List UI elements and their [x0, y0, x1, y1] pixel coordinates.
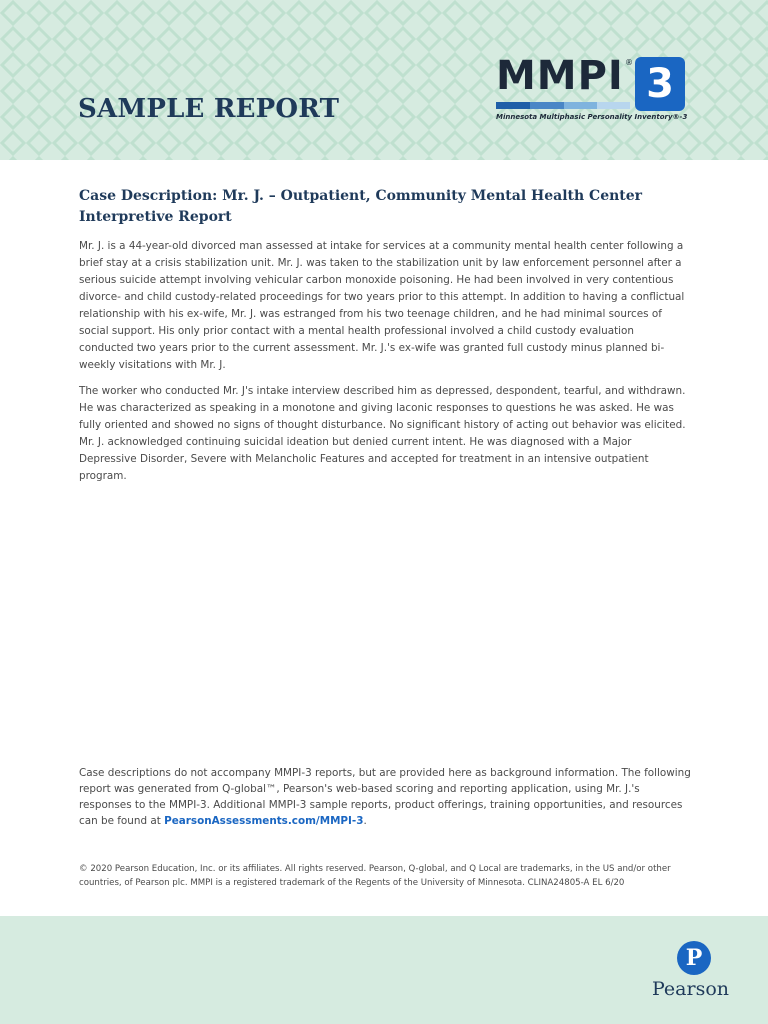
case-paragraph: The worker who conducted Mr. J's intake interview described him as depressed, despondent, tearful, and withdrawn. He was characterized as speaking in a monotone and giving laconic responses to questions he was asked. He was fully oriented and showed no signs of thought disturbance. No significant history of acting out behavior was elicited. Mr. J. acknowledged continuing suicidal ideation but denied current intent. He was diagnosed with a Major Depressive Disorder, Severe with Melancholic Features and accepted for treatment in an intensive outpatient program. [79, 385, 686, 482]
copyright-notice: © 2020 Pearson Education, Inc. or its affiliates. All rights reserved. Pearson, Q-global, and Q Local are trademarks, in the US and/or other countries, of Pearson plc. MMPI is a registered trademark of the Regents of the University of Minnesota. CLINA24805-A EL 6/20 [79, 864, 671, 888]
header-banner [0, 0, 768, 160]
logo-bar [530, 102, 564, 109]
logo-registered-mark: ® [625, 58, 633, 67]
page-title: SAMPLE REPORT [78, 94, 340, 124]
footer-band [0, 916, 768, 1024]
logo-badge: 3 [635, 57, 685, 111]
mmpi-3-logo [496, 55, 690, 127]
pearson-wordmark: Pearson [652, 978, 730, 1000]
case-paragraph: Mr. J. is a 44-year-old divorced man assessed at intake for services at a community mental health center following a brief stay at a crisis stabilization unit. Mr. J. was taken to the stabilization unit by law enforcement personnel after a serious suicide attempt involving vehicular carbon monoxide poisoning. He had been involved in very contentious divorce- and child custody-related proceedings for two years prior to this attempt. In addition to having a conflictual relationship with his ex-wife, Mr. J. was estranged from his two teenage children, and he had minimal sources of social support. His only prior contact with a mental health professional involved a child custody evaluation conducted two years prior to the current assessment. Mr. J.'s ex-wife was granted full custody minus planned bi-weekly visitations with Mr. J. [79, 240, 685, 371]
pearson-assessments-link[interactable]: PearsonAssessments.com/MMPI-3 [164, 815, 364, 827]
background-note-text: Case descriptions do not accompany MMPI-3 reports, but are provided here as background information. The following report was generated from Q-global™, Pearson's web-based scoring and reporting application, using Mr. J.'s responses to the MMPI-3. Additional MMPI-3 sample reports, product offerings, training opportunities, and resources can be found at [79, 767, 691, 827]
logo-wordmark: MMPI [496, 53, 624, 99]
logo-color-bars [496, 102, 630, 109]
case-heading [79, 186, 691, 228]
pearson-logo-icon: P [677, 941, 711, 975]
case-heading-line1: Case Description: Mr. J. – Outpatient, Community Mental Health Center [79, 188, 643, 204]
logo-tagline: Minnesota Multiphasic Personality Inventory®-3 [496, 113, 688, 121]
case-heading-line2: Interpretive Report [79, 209, 232, 225]
logo-bar [496, 102, 530, 109]
background-note [79, 765, 691, 829]
background-note-end: . [363, 815, 367, 827]
logo-bar [564, 102, 597, 109]
logo-bar [597, 102, 630, 109]
case-description [79, 186, 691, 494]
